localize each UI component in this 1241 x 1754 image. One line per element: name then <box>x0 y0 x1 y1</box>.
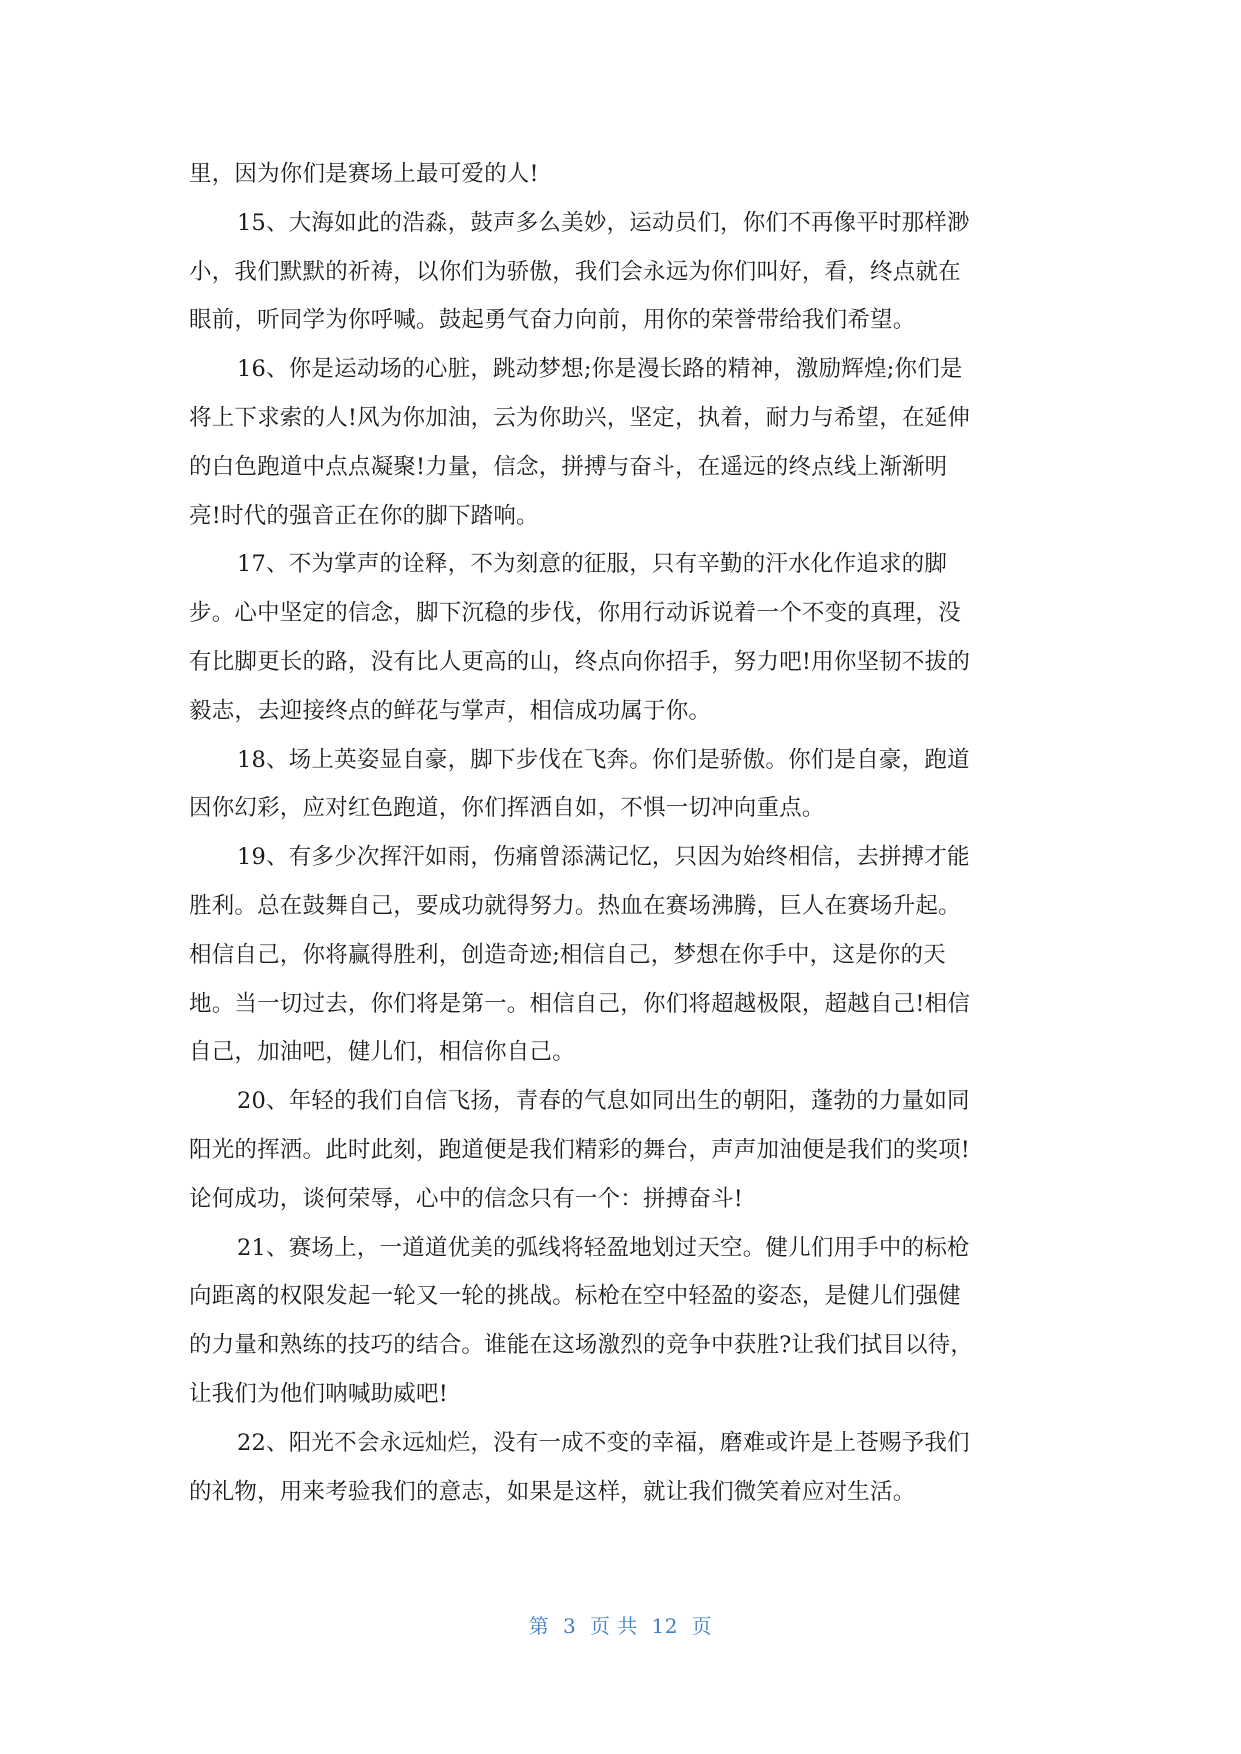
text-line: 20、年轻的我们自信飞扬，青春的气息如同出生的朝阳，蓬勃的力量如同 <box>237 1088 970 1115</box>
text-line: 的礼物，用来考验我们的意志，如果是这样，就让我们微笑着应对生活。 <box>189 1478 916 1505</box>
text-line: 里，因为你们是赛场上最可爱的人! <box>189 161 539 187</box>
text-line: 16、你是运动场的心脏，跳动梦想;你是漫长路的精神，激励辉煌;你们是 <box>237 356 963 383</box>
text-line: 毅志，去迎接终点的鲜花与掌声，相信成功属于你。 <box>189 697 712 724</box>
text-line: 19、有多少次挥汗如雨，伤痛曾添满记忆，只因为始终相信，去拼搏才能 <box>237 844 970 871</box>
text-line: 胜利。总在鼓舞自己，要成功就得努力。热血在赛场沸腾，巨人在赛场升起。 <box>189 892 961 919</box>
text-line: 21、赛场上，一道道优美的弧线将轻盈地划过天空。健儿们用手中的标枪 <box>237 1234 970 1261</box>
text-line: 亮!时代的强音正在你的脚下踏响。 <box>189 502 539 529</box>
text-line: 论何成功，谈何荣辱，心中的信念只有一个：拼搏奋斗! <box>189 1185 744 1212</box>
text-line: 阳光的挥洒。此时此刻，跑道便是我们精彩的舞台，声声加油便是我们的奖项! <box>189 1136 971 1163</box>
text-line: 向距离的权限发起一轮又一轮的挑战。标枪在空中轻盈的姿态，是健儿们强健 <box>189 1283 961 1310</box>
text-line: 地。当一切过去，你们将是第一。相信自己，你们将超越极限，超越自己!相信 <box>189 990 971 1017</box>
text-line: 的力量和熟练的技巧的结合。谁能在这场激烈的竞争中获胜?让我们拭目以待， <box>189 1332 974 1359</box>
text-line: 小，我们默默的祈祷，以你们为骄傲，我们会永远为你们叫好，看，终点就在 <box>189 258 961 285</box>
text-line: 15、大海如此的浩淼，鼓声多么美妙，运动员们，你们不再像平时那样渺 <box>237 209 970 236</box>
text-line: 眼前，听同学为你呼喊。鼓起勇气奋力向前，用你的荣誉带给我们希望。 <box>189 307 916 334</box>
text-line: 自己，加油吧，健儿们，相信你自己。 <box>189 1039 575 1066</box>
text-line: 相信自己，你将赢得胜利，创造奇迹;相信自己，梦想在你手中，这是你的天 <box>189 941 946 968</box>
text-line: 17、不为掌声的诠释，不为刻意的征服，只有辛勤的汗水化作追求的脚 <box>237 551 948 578</box>
page-number-footer: 第 3 页 共 12 页 <box>528 1614 713 1638</box>
text-line: 的白色跑道中点点凝聚!力量，信念，拼搏与奋斗，在遥远的终点线上渐渐明 <box>189 453 948 480</box>
text-line: 有比脚更长的路，没有比人更高的山，终点向你招手，努力吧!用你坚韧不拔的 <box>189 648 971 675</box>
text-line: 让我们为他们呐喊助威吧! <box>189 1380 448 1407</box>
text-line: 将上下求索的人!风为你加油，云为你助兴，坚定，执着，耐力与希望，在延伸 <box>189 404 971 431</box>
text-line: 18、场上英姿显自豪，脚下步伐在飞奔。你们是骄傲。你们是自豪，跑道 <box>237 746 970 773</box>
document-body <box>189 150 1051 1516</box>
text-line: 步。心中坚定的信念，脚下沉稳的步伐，你用行动诉说着一个不变的真理，没 <box>189 600 961 627</box>
text-line: 因你幻彩，应对红色跑道，你们挥洒自如，不惧一切冲向重点。 <box>189 795 825 822</box>
text-line: 22、阳光不会永远灿烂，没有一成不变的幸福，磨难或许是上苍赐予我们 <box>237 1429 970 1456</box>
